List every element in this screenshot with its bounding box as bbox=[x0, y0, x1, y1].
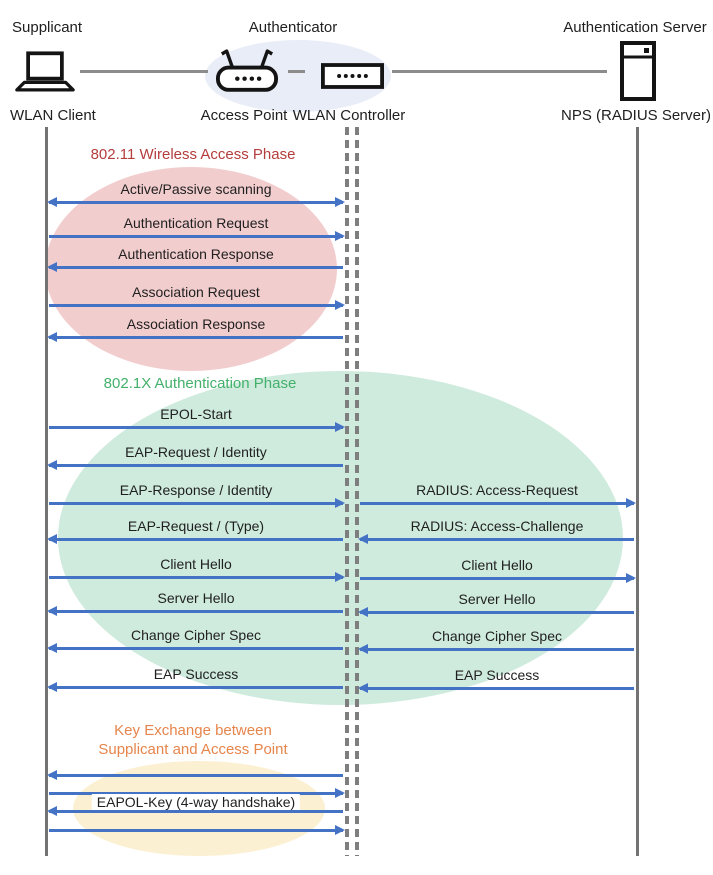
message-label: Client Hello bbox=[160, 556, 232, 572]
role-label-authenticator: Authenticator bbox=[248, 19, 338, 36]
message-arrow bbox=[48, 810, 344, 813]
message-arrow bbox=[48, 610, 344, 613]
message-arrow bbox=[48, 829, 344, 832]
arrowhead-right bbox=[335, 825, 345, 835]
message-arrow bbox=[48, 464, 344, 467]
message-arrow bbox=[48, 426, 344, 429]
arrowhead-left bbox=[47, 534, 57, 544]
message-label: Association Request bbox=[132, 284, 260, 300]
arrowhead-right bbox=[335, 197, 345, 207]
arrowhead-left bbox=[47, 197, 57, 207]
message-arrow bbox=[359, 648, 635, 651]
message-arrow bbox=[359, 577, 635, 580]
phase-title-authentication: 802.1X Authentication Phase bbox=[103, 375, 297, 392]
arrowhead-left bbox=[47, 806, 57, 816]
message-arrow bbox=[48, 686, 344, 689]
arrowhead-right bbox=[335, 572, 345, 582]
arrowhead-right bbox=[335, 300, 345, 310]
message-label: Authentication Request bbox=[123, 215, 269, 231]
message-label: RADIUS: Access-Challenge bbox=[410, 518, 584, 534]
arrowhead-left bbox=[47, 606, 57, 616]
message-label: Client Hello bbox=[461, 557, 533, 573]
arrowhead-right bbox=[335, 498, 345, 508]
message-arrow bbox=[359, 611, 635, 614]
message-label: Server Hello bbox=[157, 590, 235, 606]
message-label: Active/Passive scanning bbox=[120, 181, 272, 197]
message-label: EAP-Request / Identity bbox=[125, 444, 267, 460]
message-arrow bbox=[48, 647, 344, 650]
arrowhead-left bbox=[47, 682, 57, 692]
message-arrow bbox=[48, 336, 344, 339]
role-label-supplicant: Supplicant bbox=[12, 19, 83, 36]
message-label: Server Hello bbox=[458, 591, 536, 607]
phase-title-key-exchange-line1: Key Exchange between bbox=[114, 722, 272, 739]
phase-title-key-exchange-line2: Supplicant and Access Point bbox=[98, 741, 288, 758]
message-label: EPOL-Start bbox=[160, 406, 232, 422]
arrowhead-left bbox=[47, 332, 57, 342]
message-arrow bbox=[48, 235, 344, 238]
message-arrow bbox=[48, 304, 344, 307]
device-label-wlan-controller: WLAN Controller bbox=[292, 107, 406, 124]
role-label-auth-server: Authentication Server bbox=[563, 19, 707, 36]
message-arrow bbox=[48, 266, 344, 269]
message-label: EAPOL-Key (4-way handshake) bbox=[92, 794, 300, 810]
message-arrow bbox=[359, 502, 635, 505]
arrowhead-right bbox=[626, 498, 636, 508]
arrowhead-left bbox=[47, 643, 57, 653]
message-arrow bbox=[48, 502, 344, 505]
arrowhead-left bbox=[358, 607, 368, 617]
arrowhead-left bbox=[47, 770, 57, 780]
message-arrow bbox=[48, 201, 344, 204]
arrowhead-left bbox=[358, 683, 368, 693]
device-label-nps: NPS (RADIUS Server) bbox=[560, 107, 712, 124]
arrowhead-right bbox=[335, 231, 345, 241]
arrowhead-left bbox=[47, 460, 57, 470]
arrowhead-left bbox=[358, 644, 368, 654]
message-arrow bbox=[48, 538, 344, 541]
message-arrow bbox=[48, 576, 344, 579]
device-label-wlan-client: WLAN Client bbox=[10, 107, 96, 124]
message-label: Authentication Response bbox=[118, 246, 274, 262]
arrowhead-right bbox=[335, 788, 345, 798]
arrowhead-right bbox=[626, 573, 636, 583]
message-arrow bbox=[359, 538, 635, 541]
message-arrow bbox=[359, 687, 635, 690]
arrowhead-left bbox=[47, 262, 57, 272]
arrowhead-right bbox=[335, 422, 345, 432]
message-label: EAP Success bbox=[454, 667, 540, 683]
arrowhead-left bbox=[358, 534, 368, 544]
device-label-access-point: Access Point bbox=[200, 107, 288, 124]
message-label: Change Cipher Spec bbox=[131, 627, 261, 643]
message-label: RADIUS: Access-Request bbox=[416, 482, 578, 498]
message-label: EAP-Response / Identity bbox=[119, 482, 273, 498]
message-arrow bbox=[48, 774, 344, 777]
message-label: EAP Success bbox=[153, 666, 239, 682]
message-label: Association Response bbox=[126, 316, 266, 332]
message-label: EAP-Request / (Type) bbox=[127, 518, 265, 534]
message-label: Change Cipher Spec bbox=[432, 628, 562, 644]
phase-title-wireless-access: 802.11 Wireless Access Phase bbox=[90, 146, 296, 163]
